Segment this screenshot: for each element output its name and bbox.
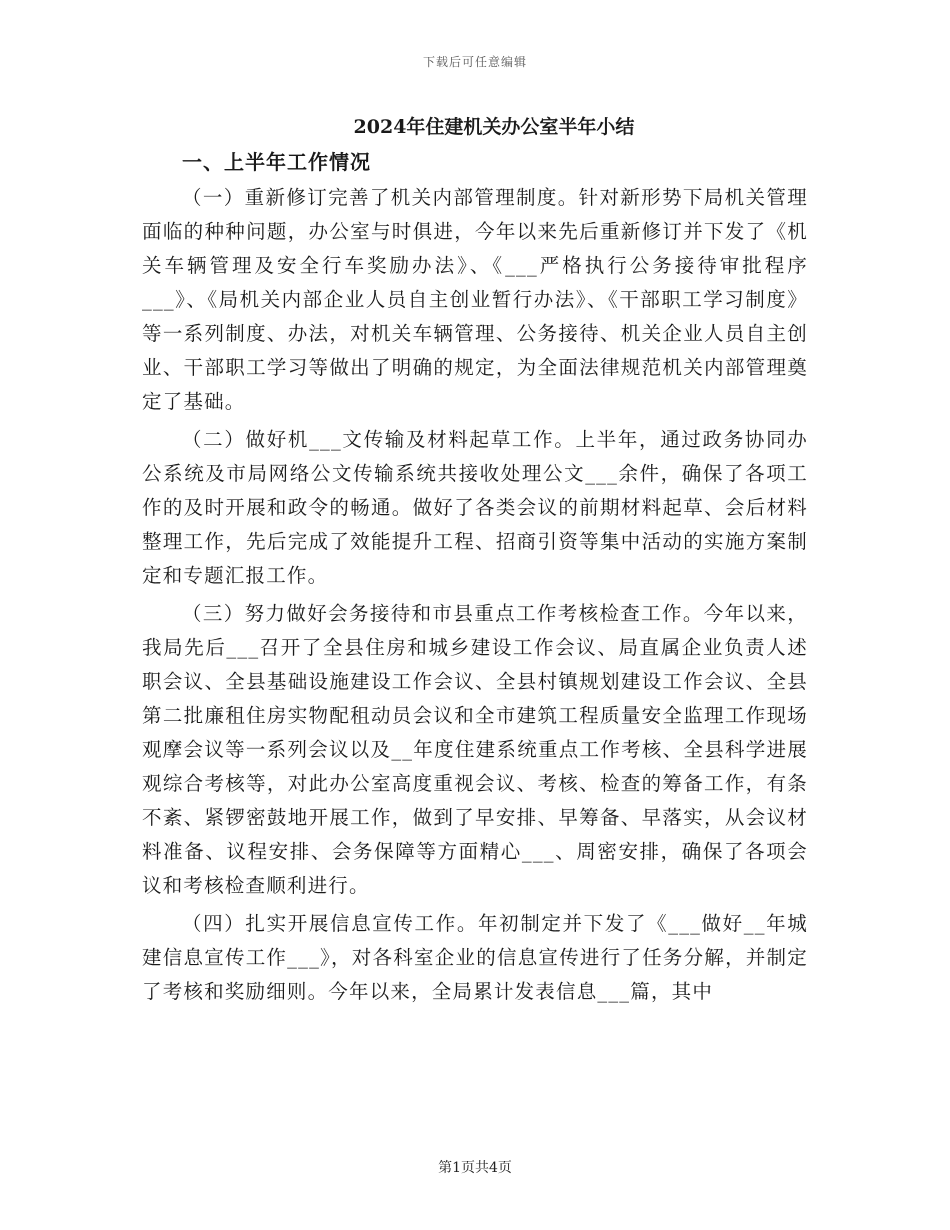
document-title: 2024年住建机关办公室半年小结: [353, 116, 635, 138]
document-body: [142, 112, 808, 1013]
header-note: 下载后可任意编辑: [422, 55, 527, 69]
paragraph-4: （四）扎实开展信息宣传工作。年初制定并下发了《___做好__年城建信息宣传工作___》，对各科室企业的信息宣传进行了任务分解，并制定了考核和奖励细则。今年以来，全局累计发表信息___篇，其中: [142, 912, 808, 1003]
paragraph-1: （一）重新修订完善了机关内部管理制度。针对新形势下局机关管理面临的种种问题，办公室与时俱进，今年以来先后重新修订并下发了《机关车辆管理及安全行车奖励办法》、《___严格执行公务接待审批程序___》、《局机关内部企业人员自主创业暂行办法》、《干部职工学习制度》等一系列制度、办法，对机关车辆管理、公务接待、机关企业人员自主创业、干部职工学习等做出了明确的规定，为全面法律规范机关内部管理奠定了基础。: [142, 186, 808, 413]
section-heading: 一、上半年工作情况: [182, 150, 371, 174]
paragraph-2: （二）做好机___文传输及材料起草工作。上半年，通过政务协同办公系统及市局网络公文传输系统共接收处理公文___余件，确保了各项工作的及时开展和政令的畅通。做好了各类会议的前期材料起草、会后材料整理工作，先后完成了效能提升工程、招商引资等集中活动的实施方案制定和专题汇报工作。: [142, 428, 808, 587]
paragraph-3: （三）努力做好会务接待和市县重点工作考核检查工作。今年以来，我局先后___召开了全县住房和城乡建设工作会议、局直属企业负责人述职会议、全县基础设施建设工作会议、全县村镇规划建设工作会议、全县第二批廉租住房实物配租动员会议和全市建筑工程质量安全监理工作现场观摩会议等一系列会议以及__年度住建系统重点工作考核、全县科学进展观综合考核等，对此办公室高度重视会议、考核、检查的筹备工作，有条不紊、紧锣密鼓地开展工作，做到了早安排、早筹备、早落实，从会议材料准备、议程安排、会务保障等方面精心___、周密安排，确保了各项会议和考核检查顺利进行。: [142, 602, 808, 897]
page-number: 第1页共4页: [438, 1160, 512, 1176]
